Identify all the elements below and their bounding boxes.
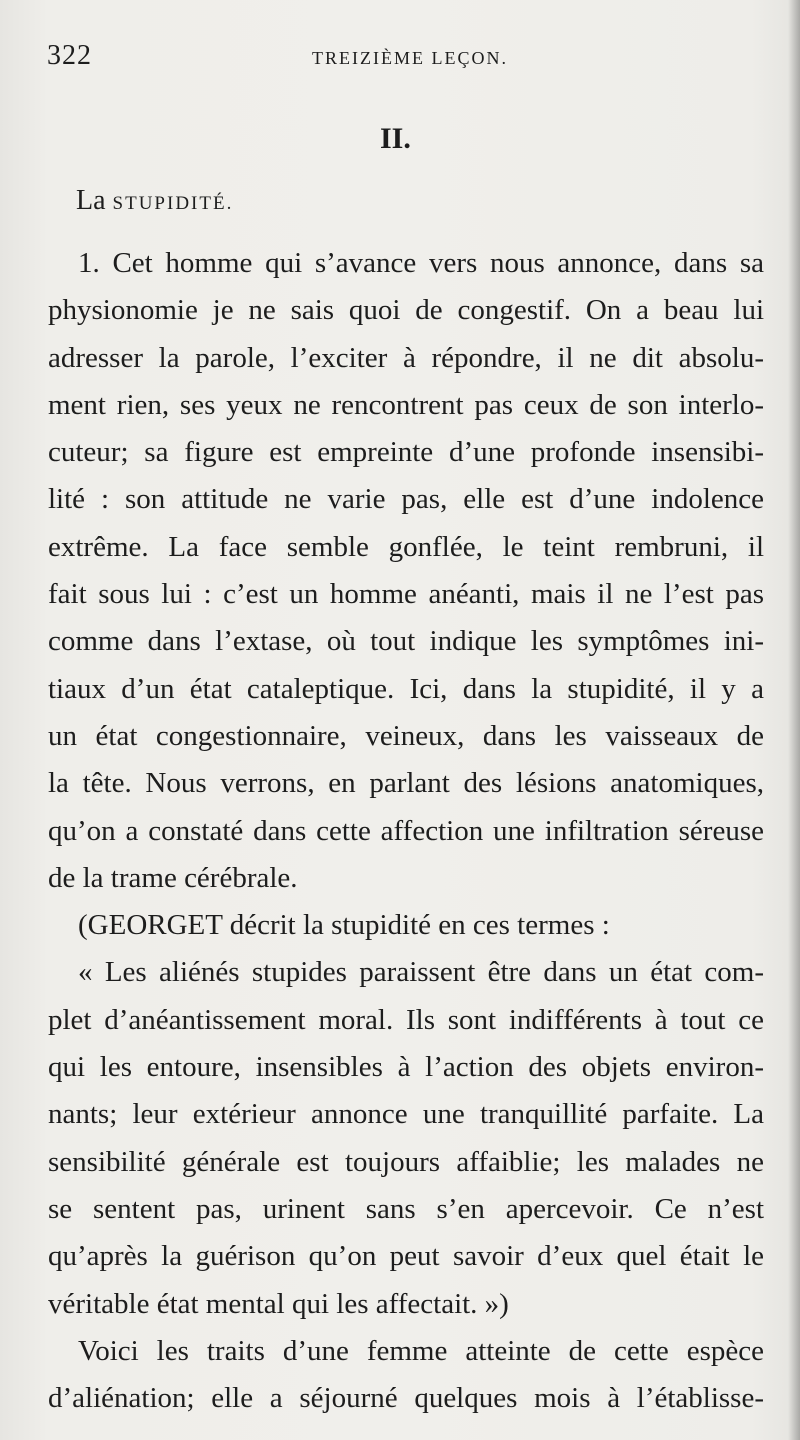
text-line: véritable état mental qui les affectait. ») <box>48 1287 509 1320</box>
page-header <box>47 40 760 80</box>
text-line: d’aliénation; elle a séjourné quelques mois à l’établisse- <box>48 1382 764 1415</box>
text-line: 1. Cet homme qui s’avance vers nous annonce, dans sa <box>78 247 764 279</box>
section-title-prefix: La <box>76 185 106 216</box>
text-line: plet d’anéantissement moral. Ils sont indifférents à tout ce <box>48 1003 764 1036</box>
text-line: se sentent pas, urinent sans s’en apercevoir. Ce n’est <box>48 1192 764 1225</box>
text-line: qui les entoure, insensibles à l’action des objets environ- <box>48 1051 764 1084</box>
text-line: tiaux d’un état cataleptique. Ici, dans la stupidité, il y a <box>48 672 764 705</box>
text-line: Voici les traits d’une femme atteinte de cette espèce <box>78 1334 764 1367</box>
text-line: la tête. Nous verrons, en parlant des lésions anatomiques, <box>48 767 764 800</box>
text-line: un état congestionnaire, veineux, dans les vaisseaux de <box>48 719 764 752</box>
text-line: (GEORGET décrit la stupidité en ces termes : <box>78 909 610 942</box>
text-line: adresser la parole, l’exciter à répondre, il ne dit absolu- <box>48 341 764 374</box>
page-number: 322 <box>47 40 92 71</box>
text-line: extrême. La face semble gonflée, le teint rembruni, il <box>48 530 764 563</box>
section-title-smallcaps: STUPIDITÉ. <box>112 193 234 214</box>
text-line: qu’on a constaté dans cette affection une infiltration séreuse <box>48 814 764 847</box>
text-line: cuteur; sa figure est empreinte d’une profonde insensibi- <box>48 436 764 469</box>
text-line: physionomie je ne sais quoi de congestif. On a beau lui <box>48 294 764 327</box>
section-title <box>76 185 233 217</box>
text-line: qu’après la guérison qu’on peut savoir d’eux quel était le <box>48 1240 764 1273</box>
text-line: nants; leur extérieur annonce une tranquillité parfaite. La <box>48 1098 764 1131</box>
text-line: ment rien, ses yeux ne rencontrent pas ceux de son interlo- <box>48 388 764 421</box>
text-line: de la trame cérébrale. <box>48 861 298 894</box>
text-line: lité : son attitude ne varie pas, elle est d’une indolence <box>48 483 764 516</box>
page-edge-shadow <box>788 0 800 1440</box>
text-line: « Les aliénés stupides paraissent être dans un état com- <box>78 956 764 989</box>
section-number: II. <box>380 122 411 155</box>
text-line: comme dans l’extase, où tout indique les symptômes ini- <box>48 625 764 658</box>
text-line: fait sous lui : c’est un homme anéanti, mais il ne l’est pas <box>48 578 764 611</box>
body-text <box>48 240 764 1422</box>
text-line: sensibilité générale est toujours affaiblie; les malades ne <box>48 1145 764 1178</box>
running-head: TREIZIÈME LEÇON. <box>312 48 508 68</box>
